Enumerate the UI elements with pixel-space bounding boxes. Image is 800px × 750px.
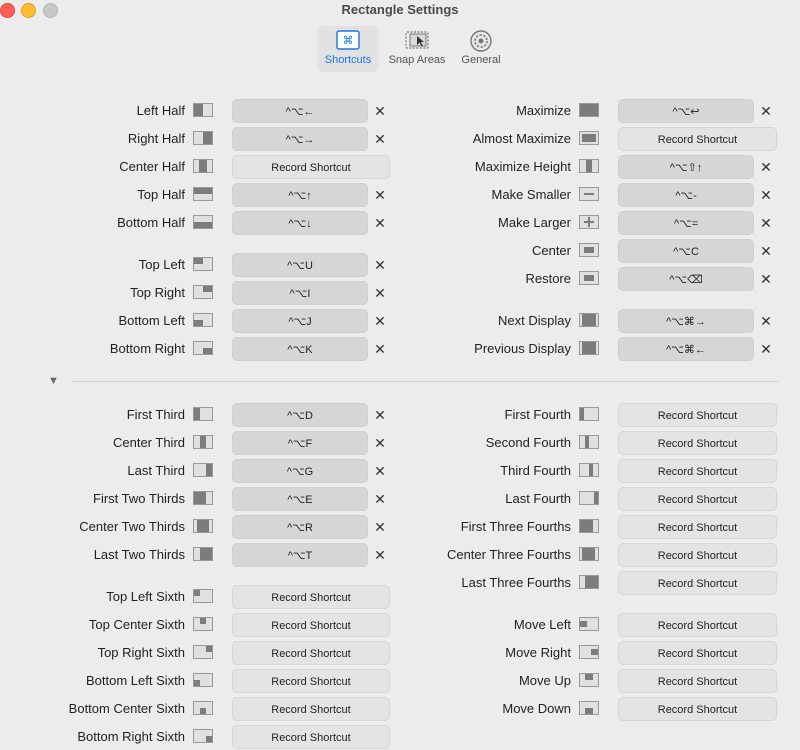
shortcut-recorder-first-three-fourths[interactable]: Record Shortcut — [618, 515, 777, 539]
shortcut-recorder-top-right[interactable]: ^⌥I — [232, 281, 368, 305]
shortcut-recorder-bottom-left[interactable]: ^⌥J — [232, 309, 368, 333]
clear-shortcut-icon[interactable]: ✕ — [374, 463, 386, 479]
restore-icon — [579, 271, 599, 285]
shortcut-label: Center Three Fourths — [446, 547, 571, 562]
shortcut-label: Move Up — [518, 673, 571, 688]
shortcut-label: Make Smaller — [491, 187, 571, 202]
shortcut-recorder-last-two-thirds[interactable]: ^⌥T — [232, 543, 368, 567]
shortcut-recorder-move-up[interactable]: Record Shortcut — [618, 669, 777, 693]
shortcut-row-last-three-fourths — [0, 571, 800, 595]
clear-shortcut-icon[interactable]: ✕ — [374, 519, 386, 535]
shortcut-label: Center Half — [119, 159, 185, 174]
shortcut-row-make-smaller — [0, 183, 800, 207]
previous-display-icon — [579, 341, 599, 355]
shortcut-row-make-larger — [0, 211, 800, 235]
clear-shortcut-icon[interactable]: ✕ — [374, 313, 386, 329]
shortcut-label: Bottom Right — [109, 341, 185, 356]
clear-shortcut-icon[interactable]: ✕ — [760, 215, 772, 231]
shortcut-label: Bottom Center Sixth — [68, 701, 185, 716]
shortcut-recorder-center[interactable]: ^⌥C — [618, 239, 754, 263]
last-three-fourths-icon — [579, 575, 599, 589]
command-icon — [336, 30, 360, 52]
svg-text:⌘: ⌘ — [342, 34, 354, 47]
shortcut-label: Restore — [525, 271, 571, 286]
move-up-icon — [579, 673, 599, 687]
shortcut-recorder-right-half[interactable]: ^⌥→ — [232, 127, 368, 151]
clear-shortcut-icon[interactable]: ✕ — [760, 187, 772, 203]
shortcut-recorder-bottom-right[interactable]: ^⌥K — [232, 337, 368, 361]
bottom-right-sixth-icon — [193, 729, 213, 743]
window-title: Rectangle Settings — [341, 2, 459, 17]
shortcut-label: Next Display — [498, 313, 571, 328]
shortcut-row-previous-display — [0, 337, 800, 361]
shortcut-label: Move Right — [505, 645, 571, 660]
shortcut-label: Second Fourth — [485, 435, 571, 450]
move-right-icon — [579, 645, 599, 659]
shortcut-recorder-center-three-fourths[interactable]: Record Shortcut — [618, 543, 777, 567]
clear-shortcut-icon[interactable]: ✕ — [374, 491, 386, 507]
shortcut-label: Third Fourth — [500, 463, 571, 478]
center-icon — [579, 243, 599, 257]
clear-shortcut-icon[interactable]: ✕ — [374, 257, 386, 273]
shortcut-row-bottom-right-sixth — [0, 725, 800, 749]
shortcut-label: Last Two Thirds — [93, 547, 185, 562]
shortcut-row-maximize — [0, 99, 800, 123]
shortcut-recorder-bottom-center-sixth[interactable]: Record Shortcut — [232, 697, 390, 721]
shortcut-recorder-left-half[interactable]: ^⌥← — [232, 99, 368, 123]
shortcut-label: Move Down — [502, 701, 571, 716]
shortcut-recorder-center-half[interactable]: Record Shortcut — [232, 155, 390, 179]
shortcut-label: Bottom Left Sixth — [86, 673, 185, 688]
title-bar — [0, 0, 800, 80]
shortcut-row-move-left — [0, 613, 800, 637]
shortcut-recorder-previous-display[interactable]: ^⌥⌘← — [618, 337, 754, 361]
shortcut-label: Top Right — [130, 285, 185, 300]
shortcut-label: Center Third — [112, 435, 185, 450]
shortcut-recorder-maximize-height[interactable]: ^⌥⇧↑ — [618, 155, 754, 179]
snap-areas-icon — [405, 30, 429, 52]
shortcut-label: Maximize Height — [474, 159, 571, 174]
shortcut-row-maximize-height — [0, 155, 800, 179]
center-three-fourths-icon — [579, 547, 599, 561]
shortcut-recorder-center-third[interactable]: ^⌥F — [232, 431, 368, 455]
shortcut-recorder-move-left[interactable]: Record Shortcut — [618, 613, 777, 637]
shortcut-recorder-bottom-left-sixth[interactable]: Record Shortcut — [232, 669, 390, 693]
shortcut-recorder-top-half[interactable]: ^⌥↑ — [232, 183, 368, 207]
clear-shortcut-icon[interactable]: ✕ — [374, 547, 386, 563]
tab-shortcuts-label: Shortcuts — [324, 54, 372, 66]
first-fourth-icon — [579, 407, 599, 421]
shortcut-recorder-top-center-sixth[interactable]: Record Shortcut — [232, 613, 390, 637]
shortcut-recorder-next-display[interactable]: ^⌥⌘→ — [618, 309, 754, 333]
shortcut-recorder-last-third[interactable]: ^⌥G — [232, 459, 368, 483]
shortcut-label: Top Half — [137, 187, 185, 202]
shortcut-label: Right Half — [127, 131, 185, 146]
shortcut-row-move-down — [0, 697, 800, 721]
shortcut-recorder-last-three-fourths[interactable]: Record Shortcut — [618, 571, 777, 595]
tab-snap-areas-label: Snap Areas — [388, 54, 446, 66]
maximize-icon — [579, 103, 599, 117]
shortcut-label: First Fourth — [504, 407, 571, 422]
clear-shortcut-icon[interactable]: ✕ — [374, 215, 386, 231]
shortcut-row-last-fourth — [0, 487, 800, 511]
shortcut-label: Bottom Right Sixth — [77, 729, 185, 744]
clear-shortcut-icon[interactable]: ✕ — [760, 341, 772, 357]
make-larger-icon — [579, 215, 599, 229]
clear-shortcut-icon[interactable]: ✕ — [374, 103, 386, 119]
shortcut-label: First Third — [126, 407, 185, 422]
move-down-icon — [579, 701, 599, 715]
shortcut-recorder-center-two-thirds[interactable]: ^⌥R — [232, 515, 368, 539]
shortcut-label: Top Left — [138, 257, 185, 272]
shortcut-row-center — [0, 239, 800, 263]
shortcut-recorder-maximize[interactable]: ^⌥↩ — [618, 99, 754, 123]
shortcut-label: Last Fourth — [505, 491, 571, 506]
tab-snap-areas[interactable] — [385, 26, 449, 72]
shortcut-recorder-top-left-sixth[interactable]: Record Shortcut — [232, 585, 390, 609]
clear-shortcut-icon[interactable]: ✕ — [374, 187, 386, 203]
shortcut-recorder-first-third[interactable]: ^⌥D — [232, 403, 368, 427]
maximize-height-icon — [579, 159, 599, 173]
shortcut-label: Bottom Left — [118, 313, 185, 328]
tab-general[interactable] — [455, 26, 507, 72]
shortcut-recorder-bottom-half[interactable]: ^⌥↓ — [232, 211, 368, 235]
shortcut-label: Maximize — [516, 103, 571, 118]
clear-shortcut-icon[interactable]: ✕ — [374, 435, 386, 451]
almost-maximize-icon — [579, 131, 599, 145]
tab-general-label: General — [461, 54, 501, 66]
shortcut-recorder-move-down[interactable]: Record Shortcut — [618, 697, 777, 721]
shortcut-recorder-restore[interactable]: ^⌥⌫ — [618, 267, 754, 291]
shortcut-label: First Three Fourths — [460, 519, 571, 534]
shortcut-label: Top Center Sixth — [88, 617, 185, 632]
next-display-icon — [579, 313, 599, 327]
shortcut-row-move-right — [0, 641, 800, 665]
section-divider — [72, 381, 778, 382]
clear-shortcut-icon[interactable]: ✕ — [760, 103, 772, 119]
third-fourth-icon — [579, 463, 599, 477]
shortcut-row-almost-maximize — [0, 127, 800, 151]
shortcut-label: Center Two Thirds — [79, 519, 185, 534]
shortcut-row-second-fourth — [0, 431, 800, 455]
shortcut-recorder-second-fourth[interactable]: Record Shortcut — [618, 431, 777, 455]
shortcut-recorder-make-larger[interactable]: ^⌥= — [618, 211, 754, 235]
shortcut-row-center-three-fourths — [0, 543, 800, 567]
clear-shortcut-icon[interactable]: ✕ — [374, 285, 386, 301]
shortcut-label: Top Left Sixth — [106, 589, 185, 604]
section-disclosure-triangle[interactable]: ▼ — [48, 375, 59, 387]
shortcut-row-next-display — [0, 309, 800, 333]
move-left-icon — [579, 617, 599, 631]
shortcut-recorder-make-smaller[interactable]: ^⌥- — [618, 183, 754, 207]
shortcut-row-restore — [0, 267, 800, 291]
shortcut-label: Bottom Half — [117, 215, 185, 230]
clear-shortcut-icon[interactable]: ✕ — [760, 159, 772, 175]
clear-shortcut-icon[interactable]: ✕ — [760, 313, 772, 329]
shortcut-label: Almost Maximize — [472, 131, 571, 146]
shortcut-label: Left Half — [136, 103, 185, 118]
last-fourth-icon — [579, 491, 599, 505]
shortcut-row-move-up — [0, 669, 800, 693]
shortcut-recorder-bottom-right-sixth[interactable]: Record Shortcut — [232, 725, 390, 749]
clear-shortcut-icon[interactable]: ✕ — [760, 243, 772, 259]
shortcut-label: First Two Thirds — [93, 491, 185, 506]
shortcut-recorder-first-two-thirds[interactable]: ^⌥E — [232, 487, 368, 511]
shortcut-label: Top Right Sixth — [97, 645, 185, 660]
make-smaller-icon — [579, 187, 599, 201]
first-three-fourths-icon — [579, 519, 599, 533]
shortcut-label: Last Three Fourths — [461, 575, 571, 590]
clear-shortcut-icon[interactable]: ✕ — [760, 271, 772, 287]
shortcut-recorder-move-right[interactable]: Record Shortcut — [618, 641, 777, 665]
shortcut-recorder-top-right-sixth[interactable]: Record Shortcut — [232, 641, 390, 665]
shortcut-row-third-fourth — [0, 459, 800, 483]
clear-shortcut-icon[interactable]: ✕ — [374, 407, 386, 423]
shortcut-label: Center — [531, 243, 571, 258]
tab-shortcuts[interactable] — [317, 26, 379, 72]
clear-shortcut-icon[interactable]: ✕ — [374, 131, 386, 147]
shortcut-recorder-last-fourth[interactable]: Record Shortcut — [618, 487, 777, 511]
shortcut-recorder-top-left[interactable]: ^⌥U — [232, 253, 368, 277]
shortcut-label: Last Third — [127, 463, 185, 478]
shortcut-row-first-fourth — [0, 403, 800, 427]
clear-shortcut-icon[interactable]: ✕ — [374, 341, 386, 357]
shortcut-recorder-first-fourth[interactable]: Record Shortcut — [618, 403, 777, 427]
second-fourth-icon — [579, 435, 599, 449]
shortcut-label: Previous Display — [474, 341, 571, 356]
shortcut-row-first-three-fourths — [0, 515, 800, 539]
gear-icon — [469, 30, 493, 52]
shortcut-recorder-almost-maximize[interactable]: Record Shortcut — [618, 127, 777, 151]
shortcut-label: Move Left — [513, 617, 571, 632]
shortcut-label: Make Larger — [498, 215, 571, 230]
shortcut-recorder-third-fourth[interactable]: Record Shortcut — [618, 459, 777, 483]
